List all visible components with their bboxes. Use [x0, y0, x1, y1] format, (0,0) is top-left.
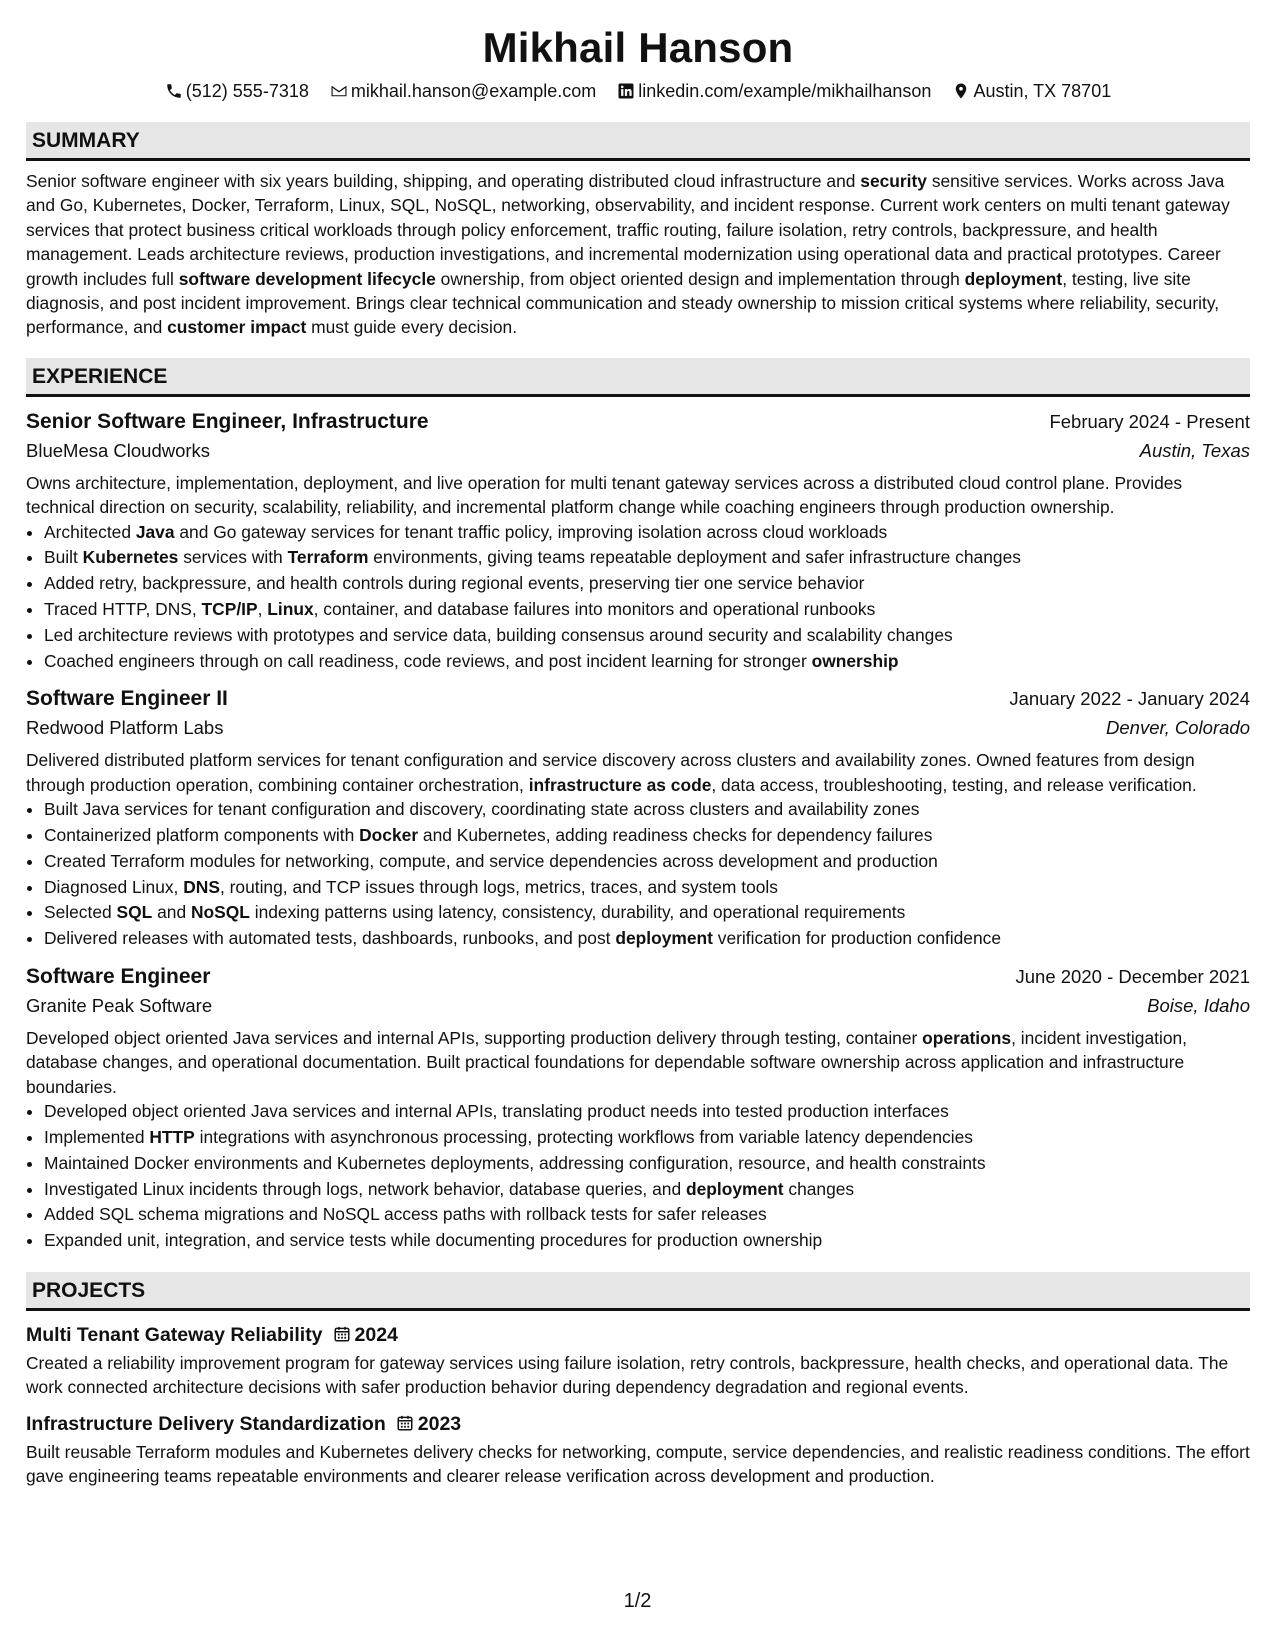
text-run: Traced HTTP, DNS,: [44, 599, 202, 620]
list-item: [44, 823, 1250, 849]
job-entry: [26, 962, 1250, 1254]
section-heading-projects: PROJECTS: [26, 1272, 1250, 1311]
text-run: Added retry, backpressure, and health controls during regional events, preserving tier one service behavior: [44, 573, 865, 594]
project-description: [26, 1351, 1250, 1400]
contact-linkedin[interactable]: [617, 78, 931, 104]
list-item: [44, 597, 1250, 623]
text-run: Delivered releases with automated tests, dashboards, runbooks, and post: [44, 928, 616, 949]
bold-text: operations: [922, 1028, 1012, 1049]
text-run: must guide every decision.: [306, 317, 518, 338]
bold-text: HTTP: [149, 1127, 195, 1148]
linkedin-text: linkedin.com/example/mikhailhanson: [638, 81, 932, 101]
text-run: environments, giving teams repeatable deployment and safer infrastructure changes: [368, 547, 1021, 568]
list-item: [44, 797, 1250, 823]
job-location: Austin, Texas: [1139, 439, 1250, 461]
project-description: [26, 1440, 1250, 1489]
text-run: , incident investigation, database changes, and operational documentation. Built practical foundations for dependable software ownership across application and infrastructure boundaries.: [26, 1028, 1188, 1097]
text-run: ,: [257, 599, 268, 620]
bold-text: Kubernetes: [82, 547, 179, 568]
text-run: Coached engineers through on call readiness, code reviews, and post incident learning for stronger: [44, 650, 812, 671]
text-run: , routing, and TCP issues through logs, metrics, traces, and system tools: [219, 876, 778, 897]
list-item: [44, 1228, 1250, 1254]
job-location: Denver, Colorado: [1106, 717, 1250, 739]
text-run: verification for production confidence: [712, 928, 1001, 949]
job-company-row: [26, 437, 1250, 465]
job-title: Senior Software Engineer, Infrastructure: [26, 409, 429, 433]
text-run: Senior software engineer with six years building, shipping, and operating distributed cloud infrastructure and: [26, 171, 861, 191]
text-run: changes: [783, 1178, 855, 1199]
list-item: [44, 900, 1250, 926]
list-item: [44, 545, 1250, 571]
calendar-icon: [333, 1325, 351, 1343]
bold-text: NoSQL: [190, 902, 250, 923]
text-run: Selected: [44, 902, 117, 923]
job-bullet-list: [26, 520, 1250, 675]
text-run: indexing patterns using latency, consistency, durability, and operational requirements: [249, 902, 906, 923]
contact-phone[interactable]: [165, 78, 309, 104]
text-run: Diagnosed Linux,: [44, 876, 184, 897]
job-bullet-list: [26, 797, 1250, 952]
bold-text: SQL: [116, 902, 153, 923]
candidate-name: Mikhail Hanson: [482, 24, 794, 71]
job-title: Software Engineer: [26, 965, 211, 989]
job-bullet-list: [26, 1099, 1250, 1254]
project-year: 2024: [354, 1324, 398, 1347]
text-run: Delivered distributed platform services for tenant configuration and service discovery across clusters and availability zones. Owned features from design through production operation, combining container orchestration,: [26, 750, 1195, 795]
job-description: [26, 471, 1250, 520]
text-run: , container, and database failures into monitors and operational runbooks: [313, 599, 876, 620]
job-dates: June 2020 - December 2021: [1015, 966, 1250, 988]
bold-text: Docker: [359, 825, 419, 846]
text-run: Developed object oriented Java services and internal APIs, supporting production delivery through testing, container: [26, 1028, 923, 1049]
text-run: Architected: [44, 521, 136, 542]
bold-text: customer impact: [167, 317, 307, 338]
page-indicator: 1/2: [623, 1590, 652, 1612]
list-item: [44, 623, 1250, 649]
job-title-row: [26, 407, 1250, 437]
bold-text: TCP/IP: [201, 599, 258, 620]
text-run: and: [152, 902, 191, 923]
job-dates: February 2024 - Present: [1049, 410, 1250, 432]
job-company: BlueMesa Cloudworks: [26, 439, 211, 461]
project-title: Infrastructure Delivery Standardization: [26, 1412, 386, 1435]
text-run: Led architecture reviews with prototypes and service data, building consensus around security and scalability changes: [44, 624, 953, 645]
project-entry: [26, 1410, 1250, 1489]
calendar-icon: [396, 1414, 414, 1432]
projects-section: [26, 1272, 1250, 1489]
job-title: Software Engineer II: [26, 687, 228, 711]
bold-text: ownership: [811, 650, 899, 671]
job-company-row: [26, 714, 1250, 742]
job-title-row: [26, 684, 1250, 714]
bold-text: Java: [135, 521, 175, 542]
bold-text: deployment: [615, 928, 713, 949]
map-pin-icon: [952, 82, 970, 100]
job-description: [26, 748, 1250, 797]
job-dates: January 2022 - January 2024: [1009, 688, 1250, 710]
bold-text: infrastructure as code: [528, 774, 712, 795]
envelope-icon: [330, 82, 348, 100]
job-company-row: [26, 992, 1250, 1020]
list-item: [44, 875, 1250, 901]
list-item: [44, 1151, 1250, 1177]
list-item: [44, 926, 1250, 952]
job-entry: [26, 684, 1250, 952]
list-item: [44, 520, 1250, 546]
text-run: and Kubernetes, adding readiness checks for dependency failures: [418, 825, 933, 846]
contact-bar: [26, 78, 1250, 104]
text-run: , data access, troubleshooting, testing, and release verification.: [711, 774, 1197, 795]
list-item: [44, 1202, 1250, 1228]
list-item: [44, 1177, 1250, 1203]
text-run: integrations with asynchronous processing, protecting workflows from variable latency dependencies: [194, 1127, 973, 1148]
text-run: Investigated Linux incidents through logs, network behavior, database queries, and: [44, 1178, 686, 1199]
text-run: and Go gateway services for tenant traffic policy, improving isolation across cloud workloads: [174, 521, 888, 542]
list-item: [44, 1099, 1250, 1125]
text-run: , testing, live site diagnosis, and post incident improvement. Brings clear technical communication and steady ownership to mission critical systems where reliability, security, performance, and: [26, 268, 1220, 338]
location-text: Austin, TX 78701: [973, 81, 1112, 101]
list-item: [44, 571, 1250, 597]
email-text: mikhail.hanson@example.com: [350, 81, 597, 101]
bold-text: deployment: [685, 1178, 784, 1199]
text-run: Added SQL schema migrations and NoSQL access paths with rollback tests for safer releases: [44, 1204, 767, 1225]
text-run: Built reusable Terraform modules and Kubernetes delivery checks for networking, compute, service dependencies, and realistic readiness conditions. The effort gave engineering teams repeatable environments and clearer release verification across development and production.: [26, 1441, 1250, 1487]
resume-page: [26, 22, 1250, 1489]
bold-text: software development lifecycle: [178, 268, 436, 289]
phone-icon: [165, 82, 183, 100]
contact-email[interactable]: [330, 78, 596, 104]
job-company: Granite Peak Software: [26, 995, 213, 1017]
bold-text: security: [860, 171, 927, 191]
linkedin-icon: [617, 82, 635, 100]
summary-text: [26, 169, 1250, 340]
project-title: Multi Tenant Gateway Reliability: [26, 1324, 323, 1347]
bold-text: Terraform: [287, 547, 369, 568]
project-title-row: [26, 1410, 1250, 1438]
text-run: ownership, from object oriented design and implementation through: [435, 268, 965, 289]
section-heading-summary: SUMMARY: [26, 122, 1250, 161]
list-item: [44, 849, 1250, 875]
text-run: Developed object oriented Java services and internal APIs, translating product needs into tested production interfaces: [44, 1101, 949, 1122]
bold-text: DNS: [183, 876, 220, 897]
bold-text: Linux: [267, 599, 314, 620]
job-company: Redwood Platform Labs: [26, 717, 224, 739]
text-run: services with: [178, 547, 288, 568]
text-run: Containerized platform components with: [44, 825, 360, 846]
experience-section: [26, 358, 1250, 1254]
job-location: Boise, Idaho: [1147, 995, 1250, 1017]
text-run: Owns architecture, implementation, deployment, and live operation for multi tenant gateway services across a distributed cloud control plane. Provides technical direction on security, scalability, reliability, and incremental platform change while coaching engineers through production ownership.: [26, 472, 1183, 518]
project-year: 2023: [417, 1412, 462, 1435]
job-list: [26, 407, 1250, 1254]
section-heading-experience: EXPERIENCE: [26, 358, 1250, 397]
text-run: Created Terraform modules for networking, compute, and service dependencies across development and production: [44, 850, 938, 871]
job-description: [26, 1026, 1250, 1099]
text-run: Maintained Docker environments and Kubernetes deployments, addressing configuration, resource, and health constraints: [44, 1152, 986, 1173]
text-run: Built Java services for tenant configuration and discovery, coordinating state across clusters and availability zones: [44, 799, 920, 820]
text-run: Created a reliability improvement program for gateway services using failure isolation, retry controls, backpressure, health checks, and operational data. The work connected architecture decisions with safer production behavior during dependency degradation and regional events.: [26, 1353, 1229, 1398]
contact-location: [952, 78, 1111, 104]
text-run: sensitive services. Works across Java and Go, Kubernetes, Docker, Terraform, Linux, SQL, NoSQL, networking, observability, and incident response. Current work centers on multi tenant gateway services that protect business critical workloads through policy enforcement, traffic routing, failure isolation, retry controls, backpressure, and health management. Leads architecture reviews, production investigations, and incremental modernization using operational data and practical prototypes. Career growth includes full: [26, 171, 1230, 289]
text-run: Expanded unit, integration, and service tests while documenting procedures for production ownership: [44, 1230, 823, 1251]
bold-text: deployment: [964, 268, 1063, 289]
phone-text: (512) 555-7318: [185, 81, 309, 101]
project-title-row: [26, 1321, 1250, 1349]
job-title-row: [26, 962, 1250, 992]
text-run: Implemented: [44, 1127, 150, 1148]
summary-section: [26, 122, 1250, 340]
project-entry: [26, 1321, 1250, 1400]
text-run: Built: [44, 547, 83, 568]
list-item: [44, 649, 1250, 675]
job-entry: [26, 407, 1250, 675]
list-item: [44, 1125, 1250, 1151]
project-list: [26, 1321, 1250, 1489]
